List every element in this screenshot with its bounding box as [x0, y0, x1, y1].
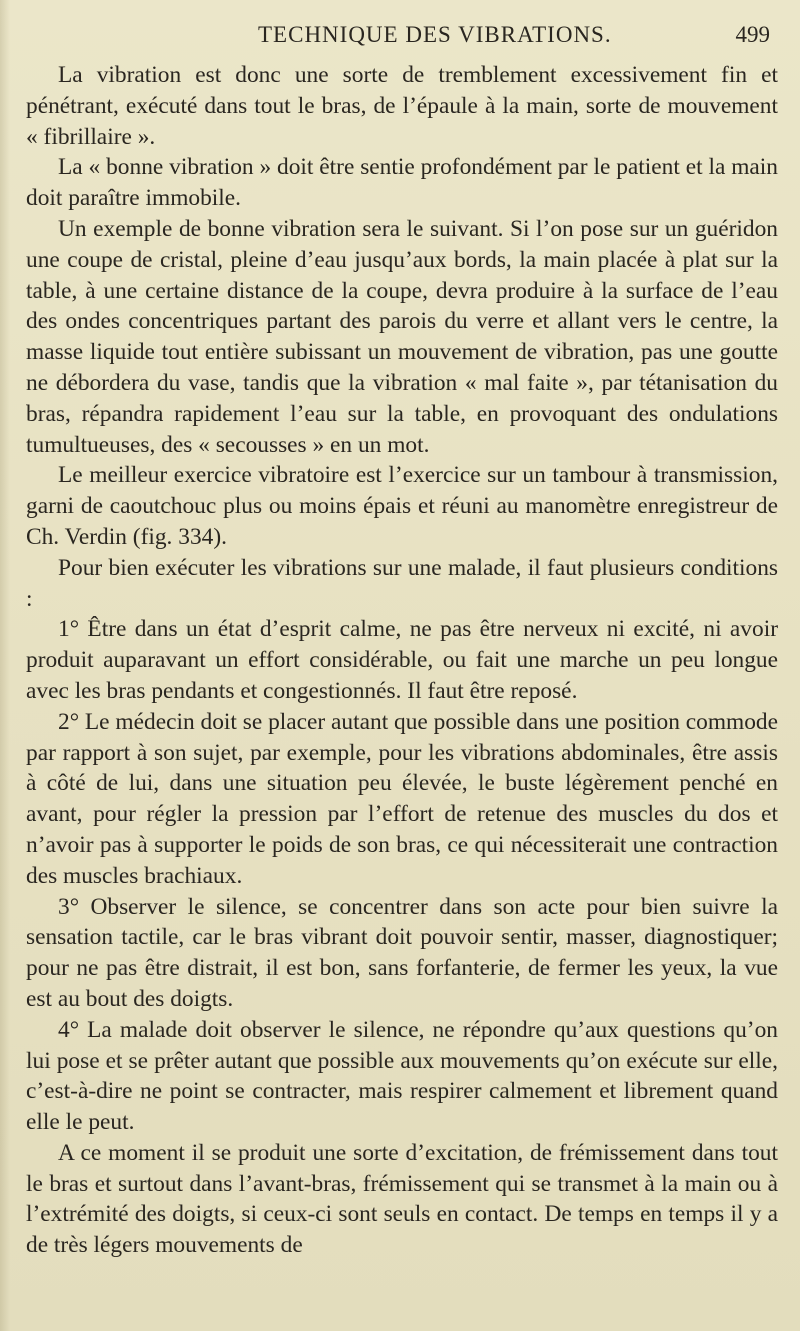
paragraph: Un exemple de bonne vibration sera le suivant. Si l’on pose sur un guéridon une coupe de cristal, pleine d’eau jusqu’aux bords, la main placée à plat sur la table, à une certaine distance de la coupe, devra produire à la surface de l’eau des ondes concentriques partant des parois du verre et allant vers le centre, la masse liquide tout entière subissant un mouvement de vibration, pas une goutte ne débordera du vase, tandis que la vibration « mal faite », par tétanisation du bras, répandra rapidement l’eau sur la table, en provoquant des ondulations tumultueuses, des « secousses » en un mot.: [26, 215, 778, 458]
running-title: TECHNIQUE DES VIBRATIONS.: [258, 22, 612, 47]
paragraph: 2° Le médecin doit se placer autant que possible dans une position commode par rapport à son sujet, par exemple, pour les vibrations abdominales, être assis à côté de lui, dans une situation peu élevée, le buste légèrement penché en avant, pour régler la pression par l’effort de retenue des muscles du dos et n’avoir pas à supporter le poids de son bras, ce qui nécessiterait une contraction des muscles brachiaux.: [26, 708, 778, 889]
paragraph: 1° Être dans un état d’esprit calme, ne pas être nerveux ni excité, ni avoir produit auparavant un effort considérable, ou fait une marche un peu longue avec les bras pendants et congestionnés. Il faut être reposé.: [26, 616, 778, 704]
paragraph: Pour bien exécuter les vibrations sur une malade, il faut plusieurs conditions :: [26, 554, 778, 612]
body-text: [26, 60, 778, 1261]
paragraph: Le meilleur exercice vibratoire est l’exercice sur un tambour à transmission, garni de caoutchouc plus ou moins épais et réuni au manomètre enregistreur de Ch. Verdin (fig. 334).: [26, 462, 778, 550]
paragraph: La vibration est donc une sorte de tremblement excessivement fin et pénétrant, exécuté dans tout le bras, de l’épaule à la main, sorte de mouvement « fibrillaire ».: [26, 62, 778, 150]
page-number: 499: [735, 22, 770, 47]
paragraph: La « bonne vibration » doit être sentie profondément par le patient et la main doit paraître immobile.: [26, 154, 778, 212]
page-fold-shadow: [0, 0, 10, 1331]
paragraph: 3° Observer le silence, se concentrer dans son acte pour bien suivre la sensation tactile, car le bras vibrant doit pouvoir sentir, masser, diagnostiquer; pour ne pas être distrait, il est bon, sans forfanterie, de fermer les yeux, la vue est au bout des doigts.: [26, 893, 778, 1012]
paragraph: A ce moment il se produit une sorte d’excitation, de frémissement dans tout le bras et surtout dans l’avant-bras, frémissement qui se transmet à la main ou à l’extrémité des doigts, si ceux-ci sont seuls en contact. De temps en temps il y a de très légers mouvements de: [26, 1139, 778, 1259]
page-header: [28, 22, 778, 52]
paragraph: 4° La malade doit observer le silence, ne répondre qu’aux questions qu’on lui pose et se prêter autant que possible aux mouvements qu’on exécute sur elle, c’est-à-dire ne point se contracter, mais respirer calmement et librement quand elle le peut.: [26, 1016, 778, 1136]
